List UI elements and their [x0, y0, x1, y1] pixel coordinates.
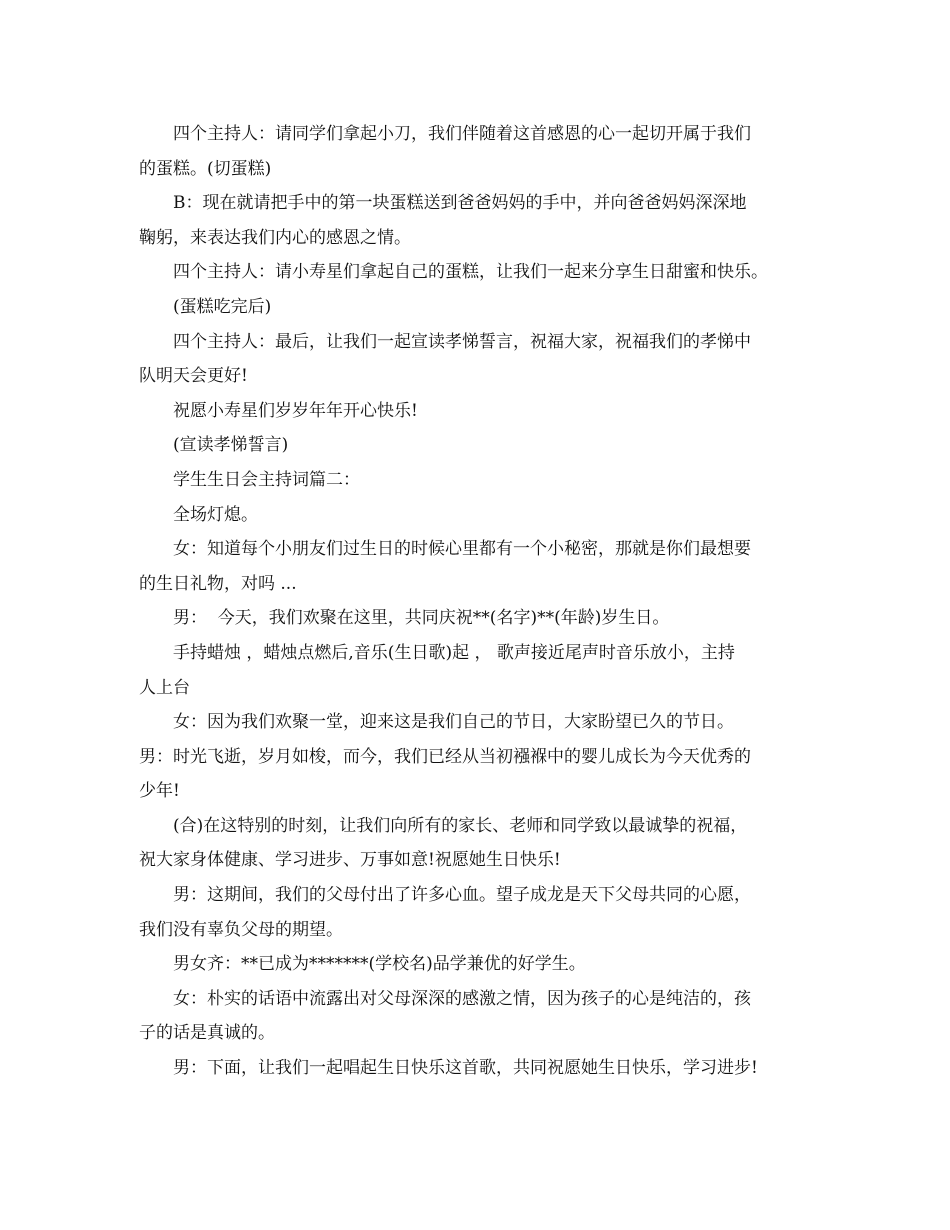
- document-line: 全场灯熄。: [173, 504, 258, 525]
- document-line: 队明天会更好!: [139, 366, 248, 387]
- document-line: 男：这期间，我们的父母付出了许多心血。望子成龙是天下父母共同的心愿，: [173, 885, 751, 906]
- document-line: 女：朴实的话语中流露出对父母深深的感激之情，因为孩子的心是纯洁的，孩: [173, 988, 751, 1009]
- document-line: 人上台: [139, 677, 190, 698]
- document-body: [139, 117, 829, 1086]
- document-line: 四个主持人：请小寿星们拿起自己的蛋糕，让我们一起来分享生日甜蜜和快乐。: [173, 262, 768, 283]
- document-line: 祝大家身体健康、学习进步、万事如意!祝愿她生日快乐!: [139, 850, 561, 871]
- document-line: B：现在就请把手中的第一块蛋糕送到爸爸妈妈的手中，并向爸爸妈妈深深地: [173, 193, 747, 214]
- document-line: 的蛋糕。(切蛋糕): [139, 158, 272, 179]
- document-line: 手持蜡烛 ，蜡烛点燃后,音乐(生日歌)起 ， 歌声接近尾声时音乐放小，主持: [173, 642, 735, 663]
- document-line: (合)在这特别的时刻，让我们向所有的家长、老师和同学致以最诚挚的祝福，: [173, 815, 748, 836]
- document-line: 祝愿小寿星们岁岁年年开心快乐!: [173, 400, 418, 421]
- document-line: 我们没有辜负父母的期望。: [139, 919, 343, 940]
- document-line: 鞠躬，来表达我们内心的感恩之情。: [139, 227, 411, 248]
- document-line: (宣读孝悌誓言): [173, 435, 289, 456]
- document-line: 子的话是真诚的。: [139, 1023, 275, 1044]
- document-line: (蛋糕吃完后): [173, 296, 272, 317]
- document-line: 的生日礼物，对吗 ...: [139, 573, 297, 594]
- document-line: 女：因为我们欢聚一堂，迎来这是我们自己的节日，大家盼望已久的节日。: [173, 712, 734, 733]
- document-line: 男：下面，让我们一起唱起生日快乐这首歌，共同祝愿她生日快乐，学习进步!: [173, 1058, 758, 1079]
- document-line: 少年!: [139, 781, 180, 802]
- document-line: 女：知道每个小朋友们过生日的时候心里都有一个小秘密，那就是你们最想要: [173, 539, 751, 560]
- document-line: 男女齐：**已成为*******(学校名)品学兼优的好学生。: [173, 954, 586, 975]
- document-line: 学生生日会主持词篇二：: [173, 469, 360, 490]
- document-line: 四个主持人：最后，让我们一起宣读孝悌誓言，祝福大家，祝福我们的孝悌中: [173, 331, 751, 352]
- document-line: 四个主持人：请同学们拿起小刀，我们伴随着这首感恩的心一起切开属于我们: [173, 124, 751, 144]
- document-line: 男：时光飞逝，岁月如梭，而今，我们已经从当初襁褓中的婴儿成长为今天优秀的: [139, 746, 751, 767]
- document-line: 男： 今天，我们欢聚在这里，共同庆祝**(名字)**(年龄)岁生日。: [173, 608, 670, 629]
